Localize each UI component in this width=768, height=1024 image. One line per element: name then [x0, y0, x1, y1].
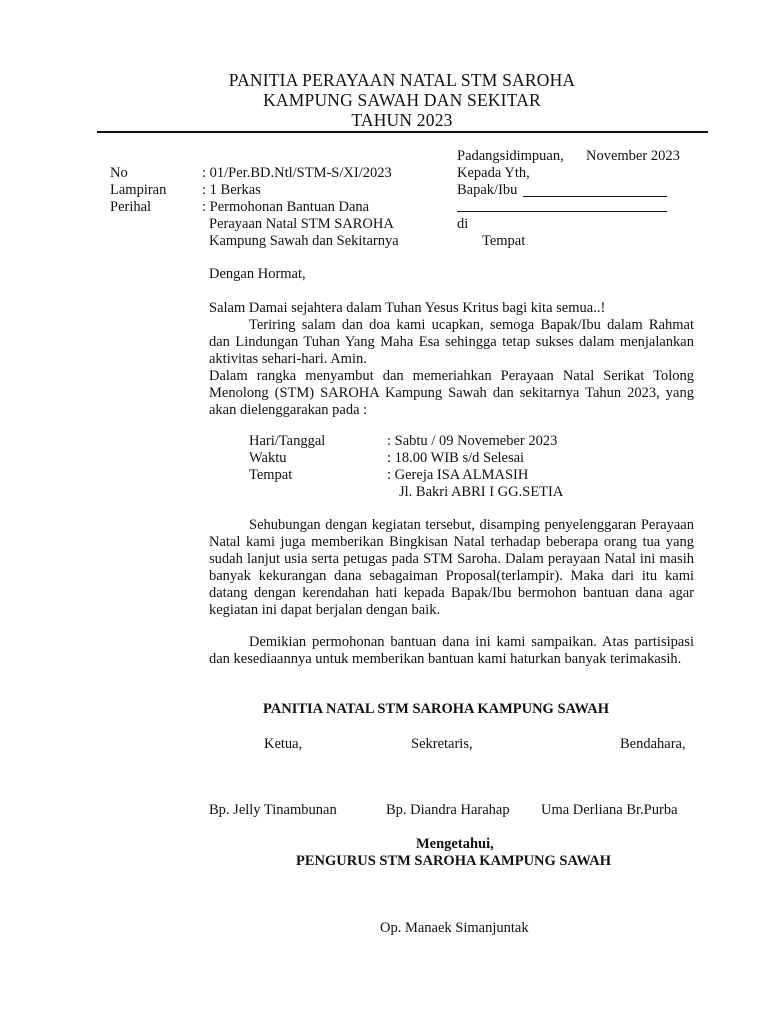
paragraph-1-text: Teriring salam dan doa kami ucapkan, semoga Bapak/Ibu dalam Rahmat dan Lindungan Tuhan Yang Maha Esa sehingga tetap sukses dalam menjalankan aktivitas sehari-hari. Amin. [209, 317, 694, 367]
kepada-yth: Kepada Yth, [457, 165, 530, 181]
committee-title: PANITIA NATAL STM SAROHA KAMPUNG SAWAH [263, 701, 610, 717]
di-label: di [457, 216, 469, 232]
pengurus-title: PENGURUS STM SAROHA KAMPUNG SAWAH [296, 853, 611, 869]
paragraph-3-text: Sehubungan dengan kegiatan tersebut, disamping penyelenggaran Perayaan Natal kami juga memberikan Bingkisan Natal terhadap beberapa orang tua yang sudah lanjut usia serta petugas pada STM Saroha. Dalam perayaan Natal ini masih banyak kekurangan dana sebagaiman Proposal(terlampir). Maka dari itu kami datang dengan kerendahan hati kepada Bapak/Ibu bermohon bantuan dana agar kegiatan ini dapat berjalan dengan baik. [209, 517, 694, 618]
perihal-label: Perihal [110, 199, 152, 215]
bendahara-role: Bendahara, [620, 736, 686, 752]
tempat-value-2: Jl. Bakri ABRI I GG.SETIA [399, 484, 564, 500]
mengetahui: Mengetahui, [416, 836, 494, 852]
greeting: Dengan Hormat, [209, 266, 306, 282]
bapak-ibu: Bapak/Ibu [457, 182, 518, 198]
tempat-label: Tempat [249, 467, 293, 483]
perihal-value-3: Kampung Sawah dan Sekitarnya [209, 233, 399, 249]
paragraph-2: Dalam rangka menyambut dan memeriahkan Perayaan Natal Serikat Tolong Menolong (STM) SAROHA Kampung Sawah dan sekitarnya Tahun 2023, yang akan dielenggarakan pada : [209, 368, 694, 418]
paragraph-4-text: Demikian permohonan bantuan dana ini kami sampaikan. Atas partisipasi dan kesediaannya untuk memberikan bantuan kami haturkan banyak terimakasih. [209, 634, 694, 667]
date: November 2023 [586, 148, 680, 164]
paragraph-3 [209, 517, 694, 619]
lampiran-label: Lampiran [110, 182, 167, 198]
tempat-value-1: : Gereja ISA ALMASIH [387, 467, 529, 483]
sekretaris-role: Sekretaris, [411, 736, 473, 752]
sekretaris-name: Bp. Diandra Harahap [386, 802, 510, 818]
pengurus-name: Op. Manaek Simanjuntak [380, 920, 529, 936]
recipient-address-line [457, 211, 667, 212]
perihal-value-2: Perayaan Natal STM SAROHA [209, 216, 394, 232]
hari-label: Hari/Tanggal [249, 433, 326, 449]
perihal-value-1: : Permohonan Bantuan Dana [202, 199, 370, 215]
bendahara-name: Uma Derliana Br.Purba [541, 802, 678, 818]
ketua-role: Ketua, [264, 736, 303, 752]
tempat-recipient: Tempat [482, 233, 526, 249]
lampiran-value: : 1 Berkas [202, 182, 261, 198]
header-divider [97, 131, 708, 133]
no-value: : 01/Per.BD.Ntl/STM-S/XI/2023 [202, 165, 392, 181]
recipient-name-line [523, 196, 667, 197]
letterhead-line-3: TAHUN 2023 [351, 110, 453, 130]
ketua-name: Bp. Jelly Tinambunan [209, 802, 337, 818]
letterhead-line-1: PANITIA PERAYAAN NATAL STM SAROHA [228, 70, 576, 90]
no-label: No [110, 165, 128, 181]
paragraph-4 [209, 634, 694, 668]
waktu-label: Waktu [249, 450, 287, 466]
hari-value: : Sabtu / 09 Novemeber 2023 [387, 433, 558, 449]
salam: Salam Damai sejahtera dalam Tuhan Yesus Kritus bagi kita semua..! [209, 300, 606, 316]
waktu-value: : 18.00 WIB s/d Selesai [387, 450, 525, 466]
paragraph-1 [209, 317, 694, 368]
place: Padangsidimpuan, [457, 148, 564, 164]
letterhead-line-2: KAMPUNG SAWAH DAN SEKITAR [263, 90, 541, 110]
